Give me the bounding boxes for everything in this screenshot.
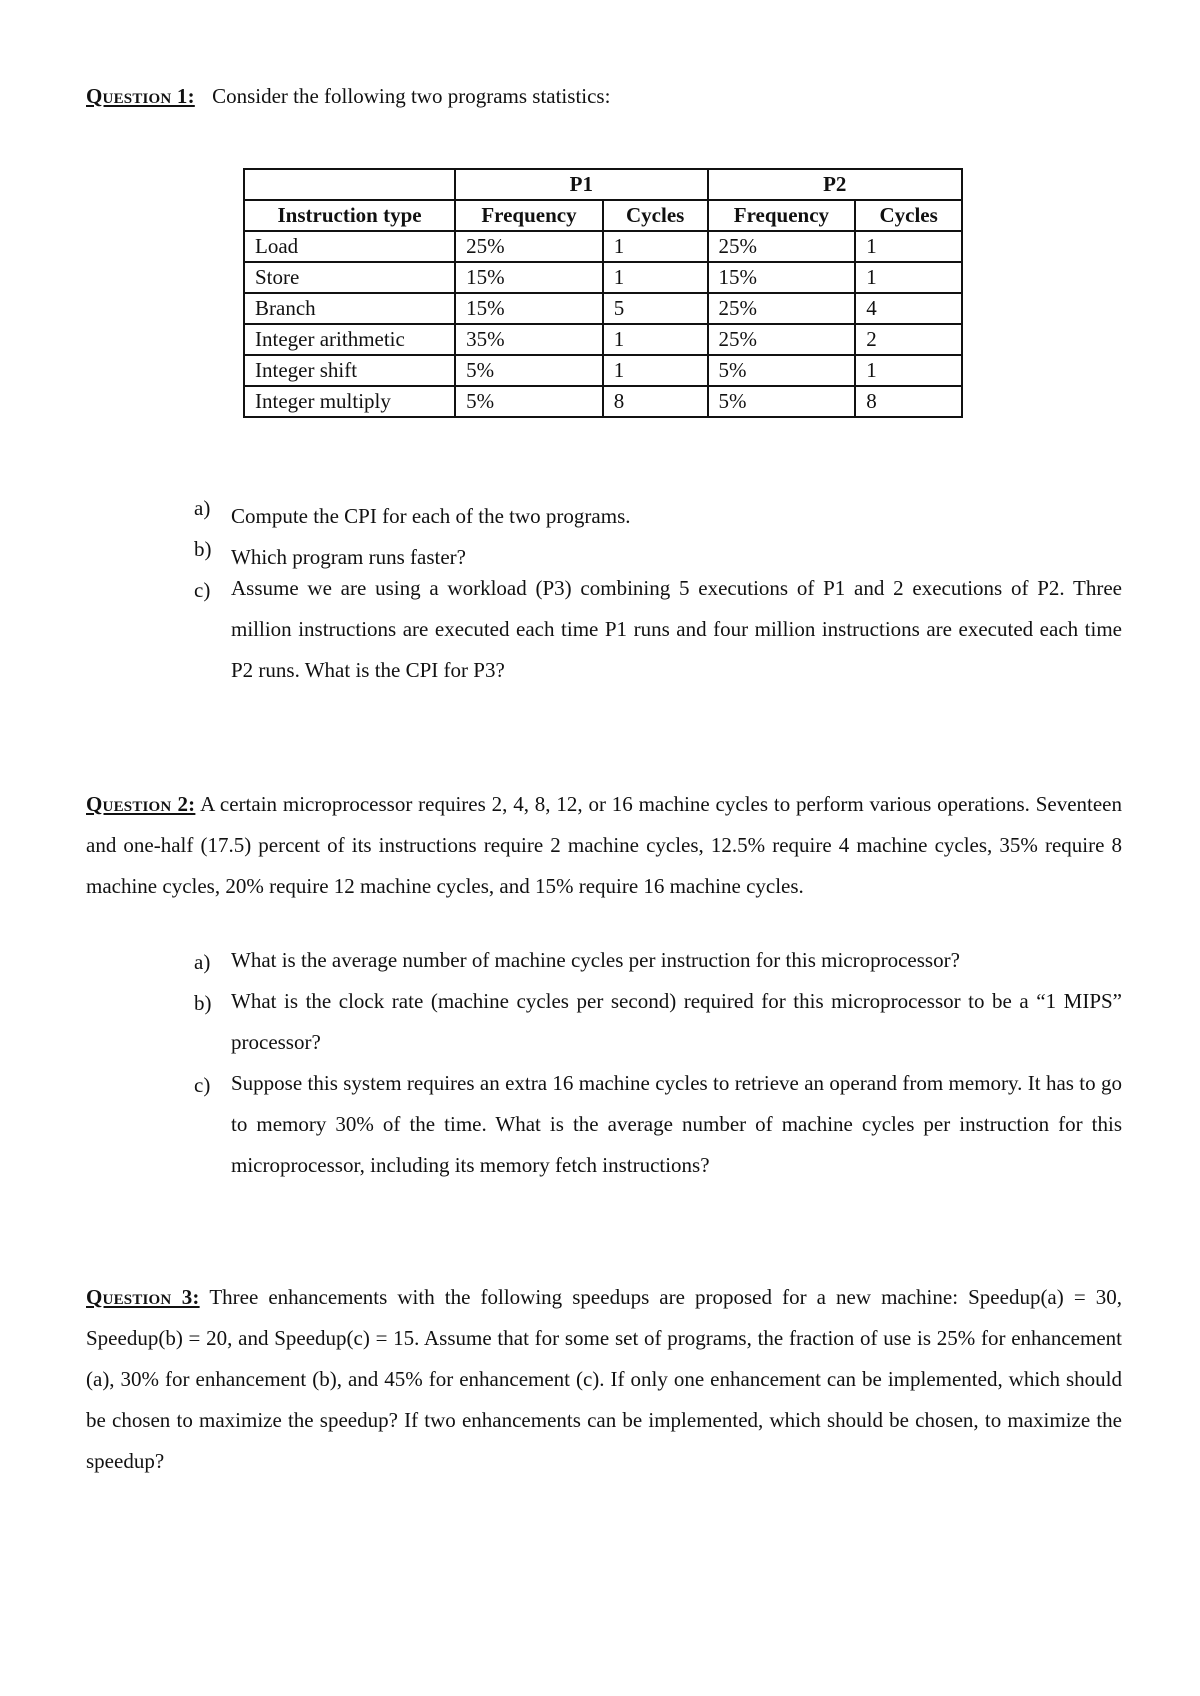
item-text: What is the clock rate (machine cycles per second) required for this microprocessor to be a “1 MIPS” processor? [231,989,1122,1054]
table-cell: 8 [603,386,708,417]
table-row [244,293,962,324]
table-cell: 25% [708,293,856,324]
q3-text: Three enhancements with the following speedups are proposed for a new machine: Speedup(a) = 30, Speedup(b) = 20, and Speedup(c) = 15. Assume that for some set of programs, the fraction of use is 25% for enhancement (a), 30% for enhancement (b), and 45% for enhancement (c). If only one enhancement can be implemented, which should be chosen to maximize the speedup? If two enhancements can be implemented, which should be chosen, to maximize the speedup? [86,1285,1122,1473]
table-cell: 15% [455,293,603,324]
table-cell: 5% [455,355,603,386]
table-cell: 1 [855,355,962,386]
table-cell: 5% [708,386,856,417]
table-corner-cell [244,169,455,200]
item-marker: a) [194,496,211,520]
table-cell: 35% [455,324,603,355]
item-marker: b) [194,537,212,561]
table-cell: 1 [855,262,962,293]
table-cell: Integer shift [244,355,455,386]
table-cell: Branch [244,293,455,324]
q2-label: Question 2: [86,792,196,816]
table-row [244,231,962,262]
instruction-stats-table [243,168,963,418]
table-row [244,355,962,386]
table-cell: 5 [603,293,708,324]
table-cell: 15% [455,262,603,293]
item-text: Which program runs faster? [231,545,466,569]
table-cell: 1 [603,262,708,293]
table-cell: Load [244,231,455,262]
table-cell: Integer arithmetic [244,324,455,355]
table-cell: 2 [855,324,962,355]
q1-heading [86,84,610,109]
table-row [244,262,962,293]
table-cell: 1 [603,324,708,355]
table-cell: 8 [855,386,962,417]
q3-paragraph [86,1277,1122,1482]
item-text: Suppose this system requires an extra 16 machine cycles to retrieve an operand from memory. It has to go to memory 30% of the time. What is the average number of machine cycles per instruction for this microprocessor, including its memory fetch instructions? [231,1071,1122,1177]
table-cell: 1 [855,231,962,262]
table-cell: Integer multiply [244,386,455,417]
item-text: What is the average number of machine cycles per instruction for this microprocessor? [231,948,960,972]
item-marker: a) [194,950,211,974]
q2-intro: A certain microprocessor requires 2, 4, 8, 12, or 16 machine cycles to perform various operations. Seventeen and one-half (17.5) percent of its instructions require 2 machine cycles, 12.5% require 4 machine cycles, 35% require 8 machine cycles, 20% require 12 machine cycles, and 15% require 16 machine cycles. [86,792,1122,898]
item-marker: b) [194,991,212,1015]
column-header: Instruction type [244,200,455,231]
table-cell: 1 [603,355,708,386]
table-cell: 1 [603,231,708,262]
table-cell: Store [244,262,455,293]
table-cell: 5% [455,386,603,417]
table-cell: 25% [708,324,856,355]
table-row [244,386,962,417]
table-column-header-row [244,200,962,231]
column-header: Frequency [455,200,603,231]
table-cell: 25% [708,231,856,262]
column-header: Cycles [855,200,962,231]
q3-label: Question 3: [86,1285,200,1309]
column-header: Cycles [603,200,708,231]
group-header-p1: P1 [455,169,707,200]
q2-paragraph [86,784,1122,907]
group-header-p2: P2 [708,169,962,200]
table-row [244,324,962,355]
table-group-header-row [244,169,962,200]
table-cell: 5% [708,355,856,386]
q1-label: Question 1: [86,84,195,108]
table-cell: 15% [708,262,856,293]
table-cell: 25% [455,231,603,262]
q1-intro: Consider the following two programs statistics: [212,84,611,108]
item-marker: c) [194,578,211,602]
table-cell: 4 [855,293,962,324]
column-header: Frequency [708,200,856,231]
item-text: Assume we are using a workload (P3) combining 5 executions of P1 and 2 executions of P2. Three million instructions are executed each time P1 runs and four million instructions are executed each time P2 runs. What is the CPI for P3? [231,576,1122,682]
item-marker: c) [194,1073,211,1097]
item-text: Compute the CPI for each of the two programs. [231,504,631,528]
